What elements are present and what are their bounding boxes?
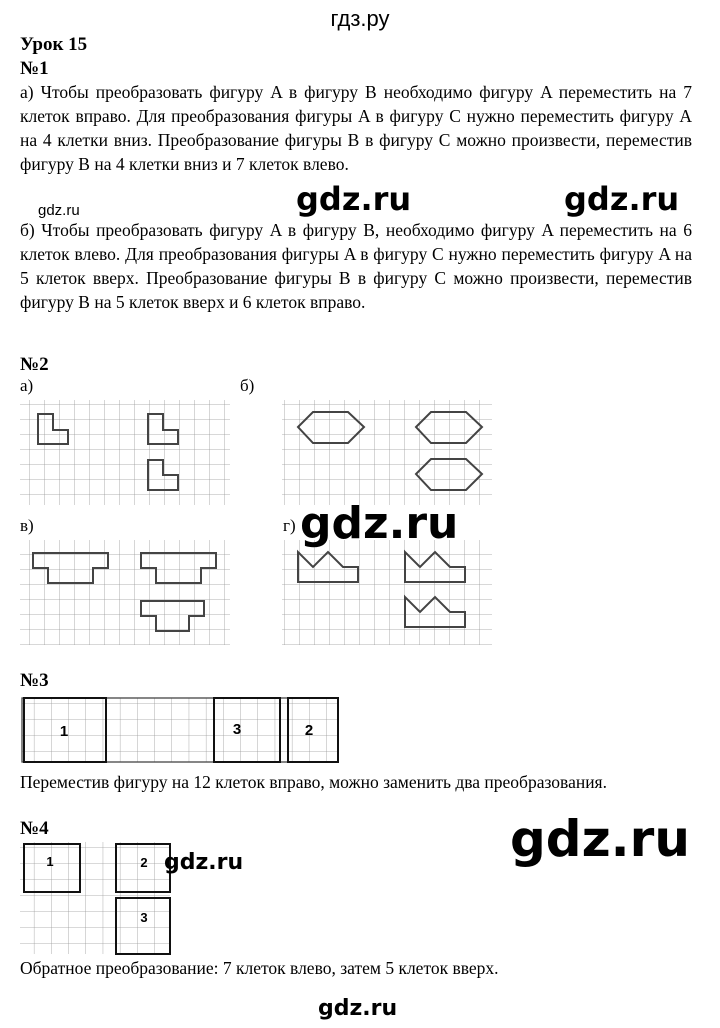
ex3-grid <box>22 698 338 762</box>
ex1-part-a: а) Чтобы преобразовать фигуру A в фигуру B необходимо фигуру A переместить на 7 клеток вправо. Для преобразования фигуры A в фигуру C нужно переместить фигуру A на 4 клетки вниз. Преобразование фигуры B в фигуру C можно произвести, переместив фигуру B на 4 клетки вниз и 7 клеток влево. <box>20 82 692 174</box>
ex1-part-b: б) Чтобы преобразовать фигуру A в фигуру B, необходимо фигуру A переместить на 6 клеток влево. Для преобразования фигуры A в фигуру C нужно переместить фигуру A на 5 клеток вверх. Преобразование фигуры B в фигуру C можно произвести, переместив фигуру B на 5 клеток вверх и 6 клеток вправо. <box>20 220 692 312</box>
ex1-title: №1 <box>20 58 49 79</box>
ex2-title: №2 <box>20 354 49 375</box>
watermark: gdz.ru <box>510 810 690 868</box>
ex4-square-2-label: 2 <box>140 855 148 870</box>
ex3-square-2-label: 2 <box>304 722 314 739</box>
watermark-small: gdz.ru <box>38 202 80 219</box>
ex2-label-g: г) <box>283 516 296 535</box>
ex3-square-1-label: 1 <box>59 723 69 740</box>
watermark: gdz.ru <box>164 850 244 875</box>
ex2-grid-g <box>282 540 492 645</box>
ex2-label-a: а) <box>20 376 34 395</box>
watermark: gdz.ru <box>296 180 412 218</box>
ex3-text: Переместив фигуру на 12 клеток вправо, можно заменить два преобразования. <box>20 772 607 792</box>
ex3-title: №3 <box>20 670 49 691</box>
site-header: гдз.ру <box>330 6 390 31</box>
ex4-square-3-label: 3 <box>140 910 148 925</box>
watermark: gdz.ru <box>300 498 459 549</box>
ex2-grid-a <box>20 400 230 505</box>
ex2-label-b: б) <box>240 376 255 395</box>
watermark: gdz.ru <box>564 180 680 218</box>
ex4-square-1-label: 1 <box>46 854 54 869</box>
ex2-label-v: в) <box>20 516 34 535</box>
ex2-grid-v <box>20 540 230 645</box>
ex4-text: Обратное преобразование: 7 клеток влево, затем 5 клеток вверх. <box>20 958 499 978</box>
lesson-title: Урок 15 <box>20 34 88 55</box>
ex4-title: №4 <box>20 818 49 839</box>
watermark-footer: gdz.ru <box>318 996 398 1021</box>
ex2-grid-b <box>282 400 492 505</box>
ex3-square-3-label: 3 <box>232 721 242 738</box>
